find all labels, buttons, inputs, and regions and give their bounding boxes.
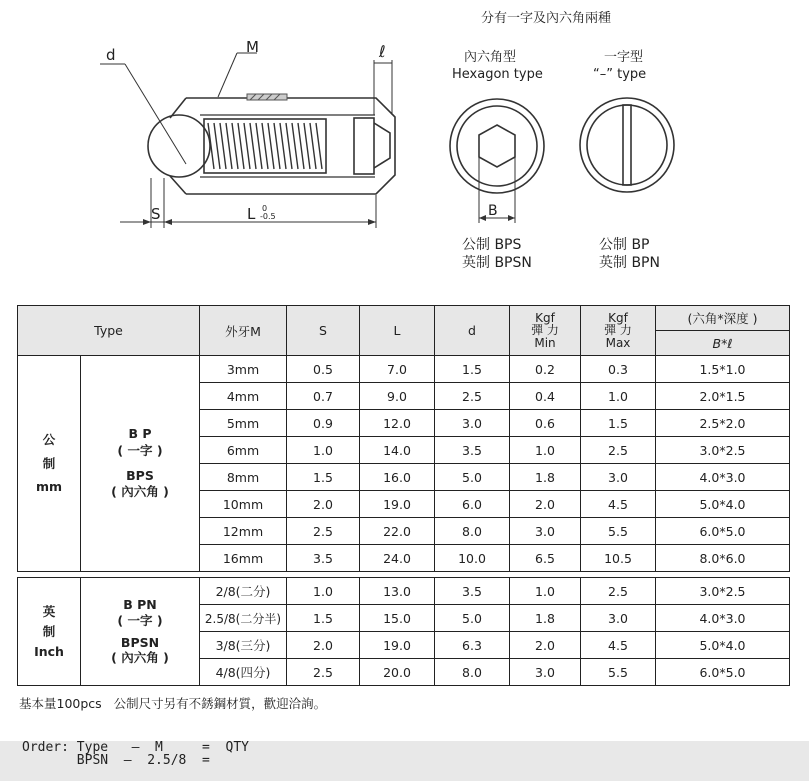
cell: 2.5 — [581, 437, 656, 464]
metric-unit-1: 公 — [42, 431, 56, 447]
cell: 1.0 — [581, 383, 656, 410]
inch-type-cell — [81, 578, 200, 686]
cell: 4.5 — [581, 491, 656, 518]
cell: 24.0 — [360, 545, 435, 572]
cell: 0.7 — [287, 383, 360, 410]
cell: 20.0 — [360, 659, 435, 686]
cell: 2.0 — [510, 491, 581, 518]
cell: 5.0 — [435, 464, 510, 491]
cell: 4.0*3.0 — [656, 464, 790, 491]
header-row — [18, 306, 790, 331]
cell: 3.0 — [581, 605, 656, 632]
cell: 1.5 — [435, 356, 510, 383]
cell: 8.0 — [435, 659, 510, 686]
metric-type-4: ( 內六角 ) — [111, 484, 169, 500]
header-kgf-min-1: Kgf — [535, 310, 555, 325]
label-L-tol-upper: 0 — [262, 204, 268, 213]
cell: 2.0*1.5 — [656, 383, 790, 410]
metric-type-2: ( 一字 ) — [117, 442, 163, 458]
cell: 6.3 — [435, 632, 510, 659]
cell: 6.0 — [435, 491, 510, 518]
cell: 10mm — [200, 491, 287, 518]
header-kgf-max-2: 彈 力 — [604, 323, 632, 338]
cell: 3.0*2.5 — [656, 578, 790, 605]
inch-unit-3: Inch — [34, 643, 64, 659]
cell: 2.0 — [287, 632, 360, 659]
cell: 4.0*3.0 — [656, 605, 790, 632]
slot-title-cn: 一字型 — [604, 50, 644, 65]
cell: 1.0 — [287, 578, 360, 605]
hex-metric-label: 公制 BPS — [462, 237, 522, 253]
cell: 9.0 — [360, 383, 435, 410]
cell: 3.0 — [435, 410, 510, 437]
table-row — [18, 578, 790, 605]
cell: 3.0 — [581, 464, 656, 491]
cell: 2.5 — [435, 383, 510, 410]
cell: 4/8(四分) — [200, 659, 287, 686]
order-line-1: Order: Type – M = QTY — [22, 740, 249, 755]
cell: 3.5 — [435, 578, 510, 605]
metric-unit-2: 制 — [42, 455, 56, 471]
cell: 1.8 — [510, 464, 581, 491]
header-l: L — [360, 306, 435, 356]
label-l: ℓ — [379, 42, 386, 61]
spec-table-inch — [17, 577, 790, 686]
footnote: 基本量100pcs 公制尺寸另有不銹鋼材質，歡迎洽詢。 — [19, 696, 327, 711]
slot-title-en: “–” type — [593, 67, 647, 82]
header-kgf-min-3: Min — [534, 335, 556, 350]
inch-unit-2: 制 — [42, 623, 56, 639]
cell: 16.0 — [360, 464, 435, 491]
header-s: S — [287, 306, 360, 356]
cell: 10.5 — [581, 545, 656, 572]
cell: 4mm — [200, 383, 287, 410]
header-kgf-max — [581, 306, 656, 356]
label-d: d — [106, 46, 116, 64]
cell: 2.5 — [581, 578, 656, 605]
hex-inch-label: 英制 BPSN — [462, 255, 532, 271]
inch-unit-1: 英 — [42, 603, 56, 619]
caption-top: 分有一字及內六角兩種 — [481, 11, 612, 26]
cell: 3.0 — [510, 518, 581, 545]
metric-type-1: B P — [128, 425, 152, 441]
spring — [208, 123, 322, 169]
cell: 5mm — [200, 410, 287, 437]
cell: 2.0 — [510, 632, 581, 659]
hex-socket-icon — [479, 125, 515, 167]
header-kgf-min — [510, 306, 581, 356]
metric-type-cell — [81, 356, 200, 572]
label-S: S — [151, 205, 161, 223]
header-type: Type — [18, 306, 200, 356]
cell: 1.5 — [287, 464, 360, 491]
cell: 1.8 — [510, 605, 581, 632]
cell: 1.0 — [510, 437, 581, 464]
cell: 0.2 — [510, 356, 581, 383]
metric-unit-cell — [18, 356, 81, 572]
cell: 19.0 — [360, 491, 435, 518]
cell: 10.0 — [435, 545, 510, 572]
cell: 3.0 — [510, 659, 581, 686]
end-views-drawing — [430, 85, 690, 235]
cell: 0.6 — [510, 410, 581, 437]
cell: 0.3 — [581, 356, 656, 383]
cell: 3mm — [200, 356, 287, 383]
cell: 5.0*4.0 — [656, 632, 790, 659]
ball-plunger-drawing — [0, 0, 420, 240]
cell: 8.0*6.0 — [656, 545, 790, 572]
header-hex-depth: (六角*深度 ) — [656, 306, 790, 331]
cell: 6.0*5.0 — [656, 518, 790, 545]
cell: 3.5 — [287, 545, 360, 572]
header-kgf-min-2: 彈 力 — [531, 323, 559, 338]
label-B: B — [488, 203, 498, 219]
cell: 5.5 — [581, 518, 656, 545]
cell: 2.5*2.0 — [656, 410, 790, 437]
spec-table-metric — [17, 305, 790, 572]
cell: 16mm — [200, 545, 287, 572]
order-box — [0, 741, 809, 781]
cell: 2.5 — [287, 518, 360, 545]
cell: 7.0 — [360, 356, 435, 383]
cell: 1.0 — [287, 437, 360, 464]
cell: 2.5/8(二分半) — [200, 605, 287, 632]
cell: 13.0 — [360, 578, 435, 605]
cell: 8mm — [200, 464, 287, 491]
inch-type-3: BPSN — [120, 634, 160, 650]
cell: 0.9 — [287, 410, 360, 437]
cell: 12mm — [200, 518, 287, 545]
header-thread: 外牙M — [200, 306, 287, 356]
cell: 2/8(二分) — [200, 578, 287, 605]
cell: 6mm — [200, 437, 287, 464]
label-L: L — [247, 205, 256, 223]
cell: 5.5 — [581, 659, 656, 686]
inch-type-4: ( 內六角 ) — [111, 650, 169, 666]
inch-type-1: B PN — [123, 597, 157, 613]
cell: 0.4 — [510, 383, 581, 410]
inch-type-2: ( 一字 ) — [117, 612, 163, 628]
cell: 6.0*5.0 — [656, 659, 790, 686]
header-d: d — [435, 306, 510, 356]
hex-title-en: Hexagon type — [452, 67, 543, 82]
cell: 1.5 — [581, 410, 656, 437]
cell: 4.5 — [581, 632, 656, 659]
header-b-l: B*ℓ — [656, 331, 790, 356]
cell: 6.5 — [510, 545, 581, 572]
header-kgf-max-3: Max — [605, 335, 631, 350]
label-L-tol-lower: -0.5 — [260, 212, 276, 221]
cell: 0.5 — [287, 356, 360, 383]
cell: 14.0 — [360, 437, 435, 464]
cell: 5.0*4.0 — [656, 491, 790, 518]
slot-inch-label: 英制 BPN — [599, 255, 660, 271]
cell: 1.5 — [287, 605, 360, 632]
cell: 3.0*2.5 — [656, 437, 790, 464]
cell: 19.0 — [360, 632, 435, 659]
cell: 12.0 — [360, 410, 435, 437]
cell: 2.0 — [287, 491, 360, 518]
cell: 1.5*1.0 — [656, 356, 790, 383]
cell: 3/8(三分) — [200, 632, 287, 659]
cell: 3.5 — [435, 437, 510, 464]
table-row — [18, 356, 790, 383]
inch-unit-cell — [18, 578, 81, 686]
cell: 22.0 — [360, 518, 435, 545]
order-line-2: BPSN – 2.5/8 = — [22, 753, 210, 768]
cell: 1.0 — [510, 578, 581, 605]
metric-type-3: BPS — [126, 467, 154, 483]
slot-metric-label: 公制 BP — [599, 237, 650, 253]
label-M: M — [246, 38, 259, 56]
slot-icon — [623, 105, 631, 185]
header-kgf-max-1: Kgf — [608, 310, 628, 325]
cell: 2.5 — [287, 659, 360, 686]
cell: 5.0 — [435, 605, 510, 632]
hex-title-cn: 內六角型 — [464, 50, 517, 65]
cell: 15.0 — [360, 605, 435, 632]
metric-unit-3: mm — [35, 479, 63, 495]
cell: 8.0 — [435, 518, 510, 545]
